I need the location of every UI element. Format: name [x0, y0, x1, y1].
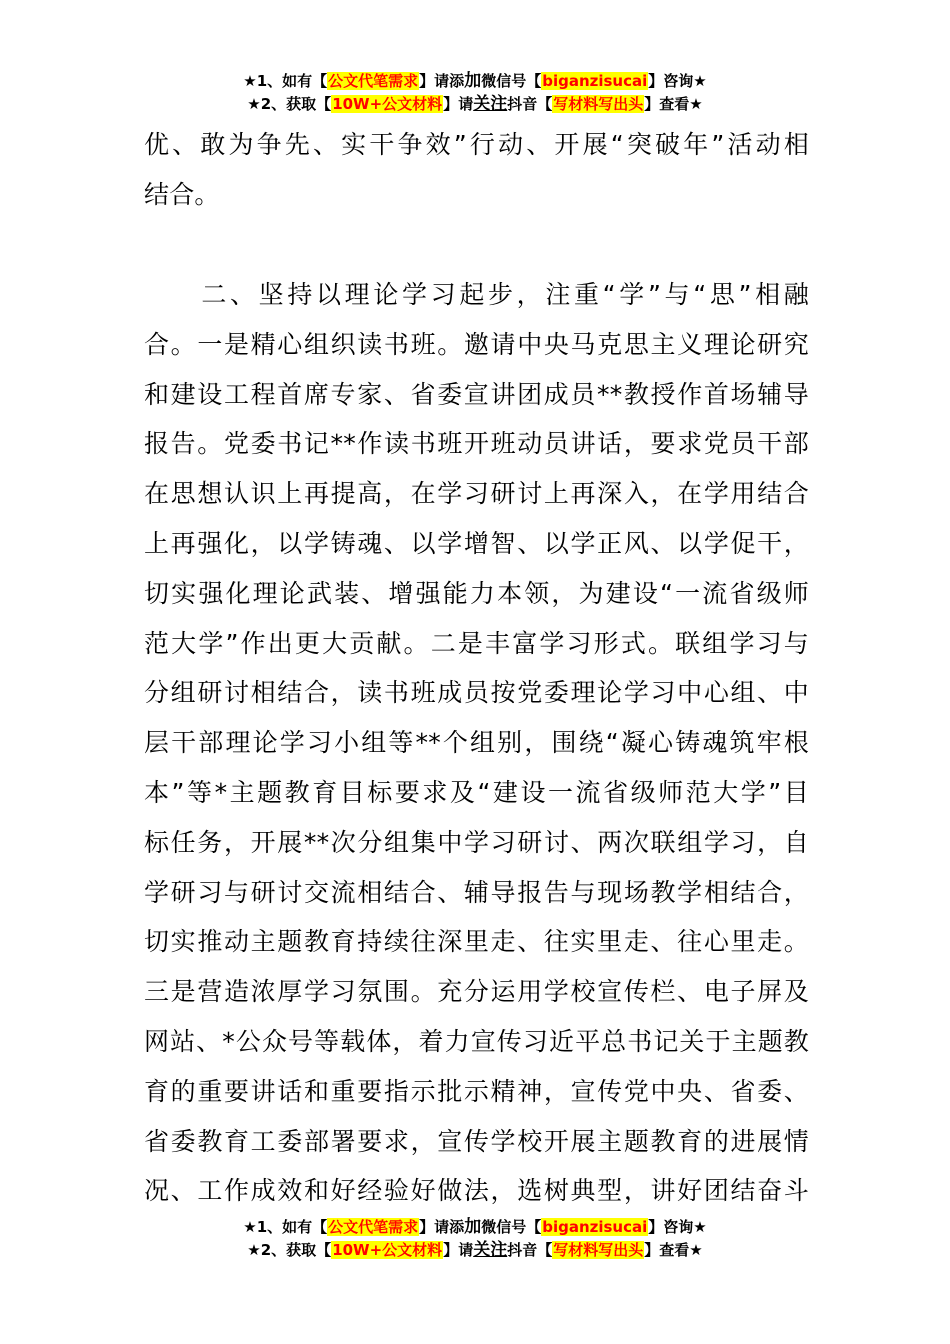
banner-text: ★2、获取【: [247, 1241, 332, 1259]
text-line: 网站、*公众号等载体，着力宣传习近平总书记关于主题教: [144, 1026, 809, 1056]
highlight-wechat-id: biganzisucai: [542, 1218, 648, 1236]
banner-text: 抖音【: [507, 1241, 553, 1259]
paragraph-2: [144, 270, 809, 1216]
highlight-materials: 10W+公文材料: [332, 95, 443, 113]
text-line: 报告。党委书记**作读书班开班动员讲话，要求党员干部: [144, 429, 809, 459]
banner-text: ★1、如有【: [243, 1218, 328, 1236]
footer-banner: [0, 1217, 950, 1263]
banner-text: 加: [464, 71, 482, 91]
text-line: 分组研讨相结合，读书班成员按党委理论学习中心组、中: [144, 678, 809, 708]
text-line: 三是营造浓厚学习氛围。充分运用学校宣传栏、电子屏及: [144, 977, 809, 1007]
text-line: 结合。: [144, 179, 220, 209]
banner-text: ★2、获取【: [247, 95, 332, 113]
paragraph-1: [144, 120, 809, 220]
banner-line-2: [0, 1240, 950, 1263]
banner-text: 】请: [443, 95, 474, 113]
banner-text: 】请: [443, 1241, 474, 1259]
highlight-wechat-id: biganzisucai: [542, 72, 648, 90]
banner-text: 】请添: [419, 1218, 465, 1236]
text-line: 二、坚持以理论学习起步，注重“学”与“思”相融: [144, 280, 809, 309]
highlight-douyin-id: 写材料写出头: [553, 95, 644, 113]
text-line: 学研习与研讨交流相结合、辅导报告与现场教学相结合，: [144, 877, 809, 907]
banner-text: 】请添: [419, 72, 465, 90]
highlight-douyin-id: 写材料写出头: [553, 1241, 644, 1259]
banner-line-2: [0, 94, 950, 117]
banner-text: 加: [464, 1217, 482, 1237]
banner-text: 关注: [473, 94, 508, 114]
banner-text: 】查看★: [644, 95, 703, 113]
banner-text: 】咨询★: [648, 72, 707, 90]
banner-text: 微信号【: [481, 1218, 542, 1236]
highlight-service: 公文代笔需求: [328, 1218, 419, 1236]
text-line: 切实强化理论武装、增强能力本领，为建设“一流省级师: [144, 578, 809, 608]
text-line: 优、敢为争先、实干争效”行动、开展“突破年”活动相: [144, 130, 809, 159]
banner-text: 抖音【: [507, 95, 553, 113]
banner-line-1: [0, 71, 950, 94]
highlight-service: 公文代笔需求: [328, 72, 419, 90]
text-line: 切实推动主题教育持续往深里走、往实里走、往心里走。: [144, 927, 809, 957]
text-line: 和建设工程首席专家、省委宣讲团成员**教授作首场辅导: [144, 379, 809, 409]
text-line: 合。一是精心组织读书班。邀请中央马克思主义理论研究: [144, 329, 809, 359]
banner-text: 】查看★: [644, 1241, 703, 1259]
highlight-materials: 10W+公文材料: [332, 1241, 443, 1259]
text-line: 省委教育工委部署要求，宣传学校开展主题教育的进展情: [144, 1126, 809, 1156]
banner-text: 】咨询★: [648, 1218, 707, 1236]
text-line: 在思想认识上再提高，在学习研讨上再深入，在学用结合: [144, 479, 809, 509]
banner-line-1: [0, 1217, 950, 1240]
text-line: 况、工作成效和好经验好做法，选树典型，讲好团结奋斗: [144, 1176, 809, 1206]
text-line: 层干部理论学习小组等**个组别，围绕“凝心铸魂筑牢根: [144, 728, 809, 758]
text-line: 本”等*主题教育目标要求及“建设一流省级师范大学”目: [144, 777, 809, 807]
text-line: 范大学”作出更大贡献。二是丰富学习形式。联组学习与: [144, 628, 809, 658]
banner-text: 微信号【: [481, 72, 542, 90]
text-line: 育的重要讲话和重要指示批示精神，宣传党中央、省委、: [144, 1076, 809, 1106]
text-line: 上再强化，以学铸魂、以学增智、以学正风、以学促干，: [144, 528, 809, 558]
header-banner: [0, 71, 950, 117]
banner-text: 关注: [473, 1240, 508, 1260]
text-line: 标任务，开展**次分组集中学习研讨、两次联组学习，自: [144, 827, 809, 857]
banner-text: ★1、如有【: [243, 72, 328, 90]
